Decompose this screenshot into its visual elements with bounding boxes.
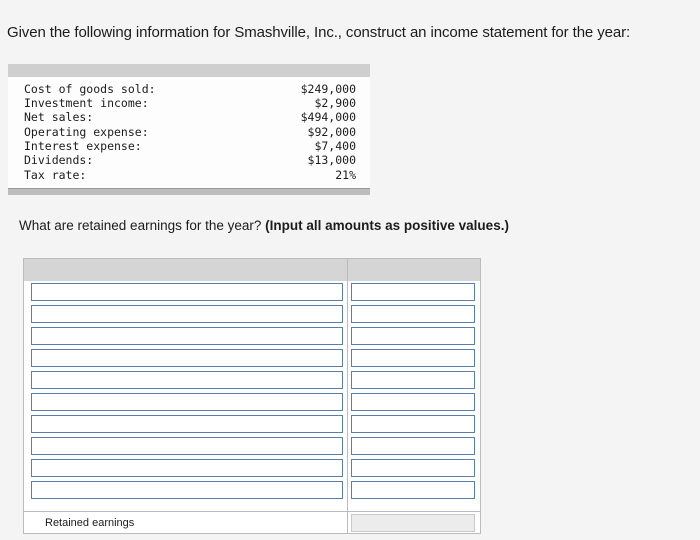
amount-input[interactable] bbox=[351, 459, 475, 477]
amount-input[interactable] bbox=[351, 283, 475, 301]
line-item-input[interactable] bbox=[31, 459, 343, 477]
given-row-dividends bbox=[8, 153, 370, 167]
given-label: Dividends: bbox=[24, 153, 94, 167]
given-row-tax-rate bbox=[8, 168, 370, 182]
amount-input[interactable] bbox=[351, 437, 475, 455]
given-value: $494,000 bbox=[300, 110, 356, 124]
line-item-input[interactable] bbox=[31, 349, 343, 367]
grid-header-row bbox=[24, 259, 480, 281]
line-item-input[interactable] bbox=[31, 305, 343, 323]
given-label: Interest expense: bbox=[24, 139, 142, 153]
given-row-interest-expense bbox=[8, 139, 370, 153]
amount-input[interactable] bbox=[351, 327, 475, 345]
retained-earnings-input[interactable] bbox=[351, 514, 475, 532]
given-value: $92,000 bbox=[307, 125, 356, 139]
amount-input[interactable] bbox=[351, 415, 475, 433]
given-label: Net sales: bbox=[24, 110, 94, 124]
prompt-question: What are retained earnings for the year? bbox=[19, 218, 266, 233]
given-value: 21% bbox=[335, 168, 356, 182]
amount-input[interactable] bbox=[351, 305, 475, 323]
income-statement-grid bbox=[23, 258, 481, 534]
table-header-bar bbox=[8, 64, 370, 77]
given-row-investment-income bbox=[8, 96, 370, 110]
amount-input[interactable] bbox=[351, 393, 475, 411]
given-value: $13,000 bbox=[307, 153, 356, 167]
given-label: Operating expense: bbox=[24, 125, 149, 139]
line-item-input[interactable] bbox=[31, 327, 343, 345]
given-row-operating-expense bbox=[8, 125, 370, 139]
column-divider bbox=[347, 259, 348, 533]
line-item-input[interactable] bbox=[31, 415, 343, 433]
retained-earnings-label: Retained earnings bbox=[45, 517, 135, 529]
line-item-input[interactable] bbox=[31, 393, 343, 411]
prompt-instruction: (Input all amounts as positive values.) bbox=[265, 218, 509, 233]
given-value: $7,400 bbox=[314, 139, 356, 153]
given-row-net-sales bbox=[8, 110, 370, 124]
retained-earnings-row bbox=[24, 511, 480, 534]
prompt-text bbox=[19, 218, 509, 233]
line-item-input[interactable] bbox=[31, 283, 343, 301]
line-item-input[interactable] bbox=[31, 371, 343, 389]
line-item-input[interactable] bbox=[31, 437, 343, 455]
line-item-input[interactable] bbox=[31, 481, 343, 499]
given-value: $2,900 bbox=[314, 96, 356, 110]
table-footer-bar bbox=[8, 188, 370, 195]
given-data-table bbox=[8, 64, 370, 188]
amount-input[interactable] bbox=[351, 371, 475, 389]
given-row-cogs bbox=[8, 82, 370, 96]
given-label: Cost of goods sold: bbox=[24, 82, 156, 96]
amount-input[interactable] bbox=[351, 481, 475, 499]
given-label: Investment income: bbox=[24, 96, 149, 110]
given-value: $249,000 bbox=[300, 82, 356, 96]
given-label: Tax rate: bbox=[24, 168, 87, 182]
question-text: Given the following information for Smashville, Inc., construct an income statement for the year: bbox=[7, 24, 631, 41]
amount-input[interactable] bbox=[351, 349, 475, 367]
